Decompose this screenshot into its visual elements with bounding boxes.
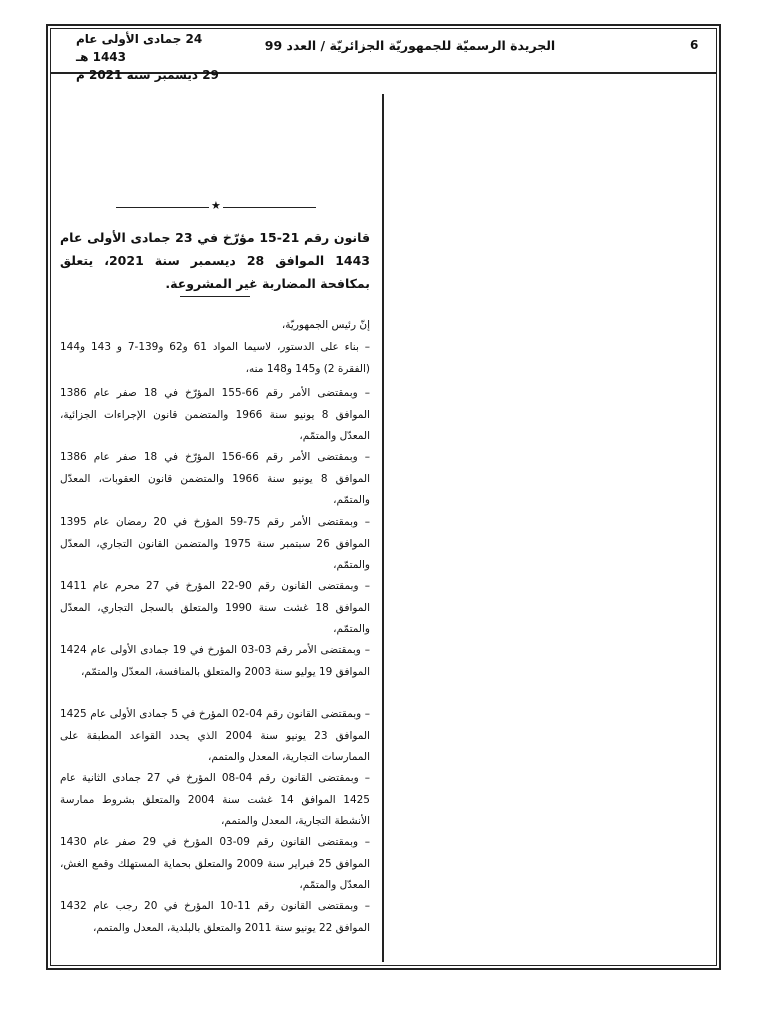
preamble-paragraph: – وبمقتضى القانون رقم 11-10 المؤرخ في 20 رجب عام 1432 الموافق 22 يونيو سنة 2011 والمتعلق بالبلدية، المعدل والمتمم،: [60, 900, 370, 934]
page-number: 6: [690, 38, 699, 52]
star-icon: ★: [211, 199, 221, 212]
preamble-paragraph: – وبمقتضى القانون رقم 09-03 المؤرخ في 29 صفر عام 1430 الموافق 25 فبراير سنة 2009 والمتعلق بحماية المستهلك وقمع الغش، المعدّل والمتمّم،: [60, 836, 371, 891]
column-divider: [382, 94, 384, 962]
header-dates: [76, 30, 222, 84]
law-title: قانون رقم 21-15 مؤرّخ في 23 جمادى الأولى عام 1443 الموافق 28 ديسمبر سنة 2021، يتعلق بمكافحة المضاربة غير المشروعة.: [60, 230, 371, 291]
preamble-opening: إنّ رئيس الجمهوريّة،: [281, 319, 370, 331]
preamble-paragraph: – وبمقتضى القانون رقم 90-22 المؤرخ في 27 محرم عام 1411 الموافق 18 غشت سنة 1990 والمتعلق بالسجل التجاري، المعدّل والمتمّم،: [60, 580, 371, 635]
preamble-paragraph: – وبمقتضى الأمر رقم 66-155 المؤرّخ في 18 صفر عام 1386 الموافق 8 يونيو سنة 1966 والمتضمن قانون الإجراءات الجزائية، المعدّل والمتمّم،: [60, 387, 371, 442]
gregorian-date: 29 ديسمبر سنة 2021 م: [76, 68, 219, 82]
title-underline: [180, 296, 250, 297]
preamble-paragraph: – وبمقتضى القانون رقم 04-08 المؤرخ في 27 جمادى الثانية عام 1425 الموافق 14 غشت سنة 2004 والمتعلق بشروط ممارسة الأنشطة التجارية، المعدل والمتمم،: [60, 772, 371, 827]
preamble-paragraph: – وبمقتضى الأمر رقم 75-59 المؤرخ في 20 رمضان عام 1395 الموافق 26 سبتمبر سنة 1975 والمتضمن القانون التجاري، المعدّل والمتمّم،: [60, 516, 370, 571]
preamble-paragraph: – وبمقتضى الأمر رقم 66-156 المؤرّخ في 18 صفر عام 1386 الموافق 8 يونيو سنة 1966 والمتضمن قانون العقوبات، المعدّل والمتمّم،: [60, 451, 371, 506]
journal-title: الجريدة الرسميّة للجمهوريّة الجزائريّة / العدد 99: [264, 38, 556, 53]
preamble-paragraph: – وبمقتضى الأمر رقم 03-03 المؤرخ في 19 جمادى الأولى عام 1424 الموافق 19 يوليو سنة 2003 والمتعلق بالمنافسة، المعدّل والمتمّم،: [60, 644, 370, 678]
preamble-paragraph: – بناء على الدستور، لاسيما المواد 61 و62 و139-7 و 143 و144 (الفقرة 2) و145 و148 منه،: [60, 341, 370, 375]
hijri-date: 24 جمادى الأولى عام 1443 هـ: [76, 32, 203, 64]
preamble-paragraph: – وبمقتضى القانون رقم 04-02 المؤرخ في 5 جمادى الأولى عام 1425 الموافق 23 يونيو سنة 2004 الذي يحدد القواعد المطبقة على الممارسات التجارية، المعدل والمتمم،: [60, 708, 370, 763]
